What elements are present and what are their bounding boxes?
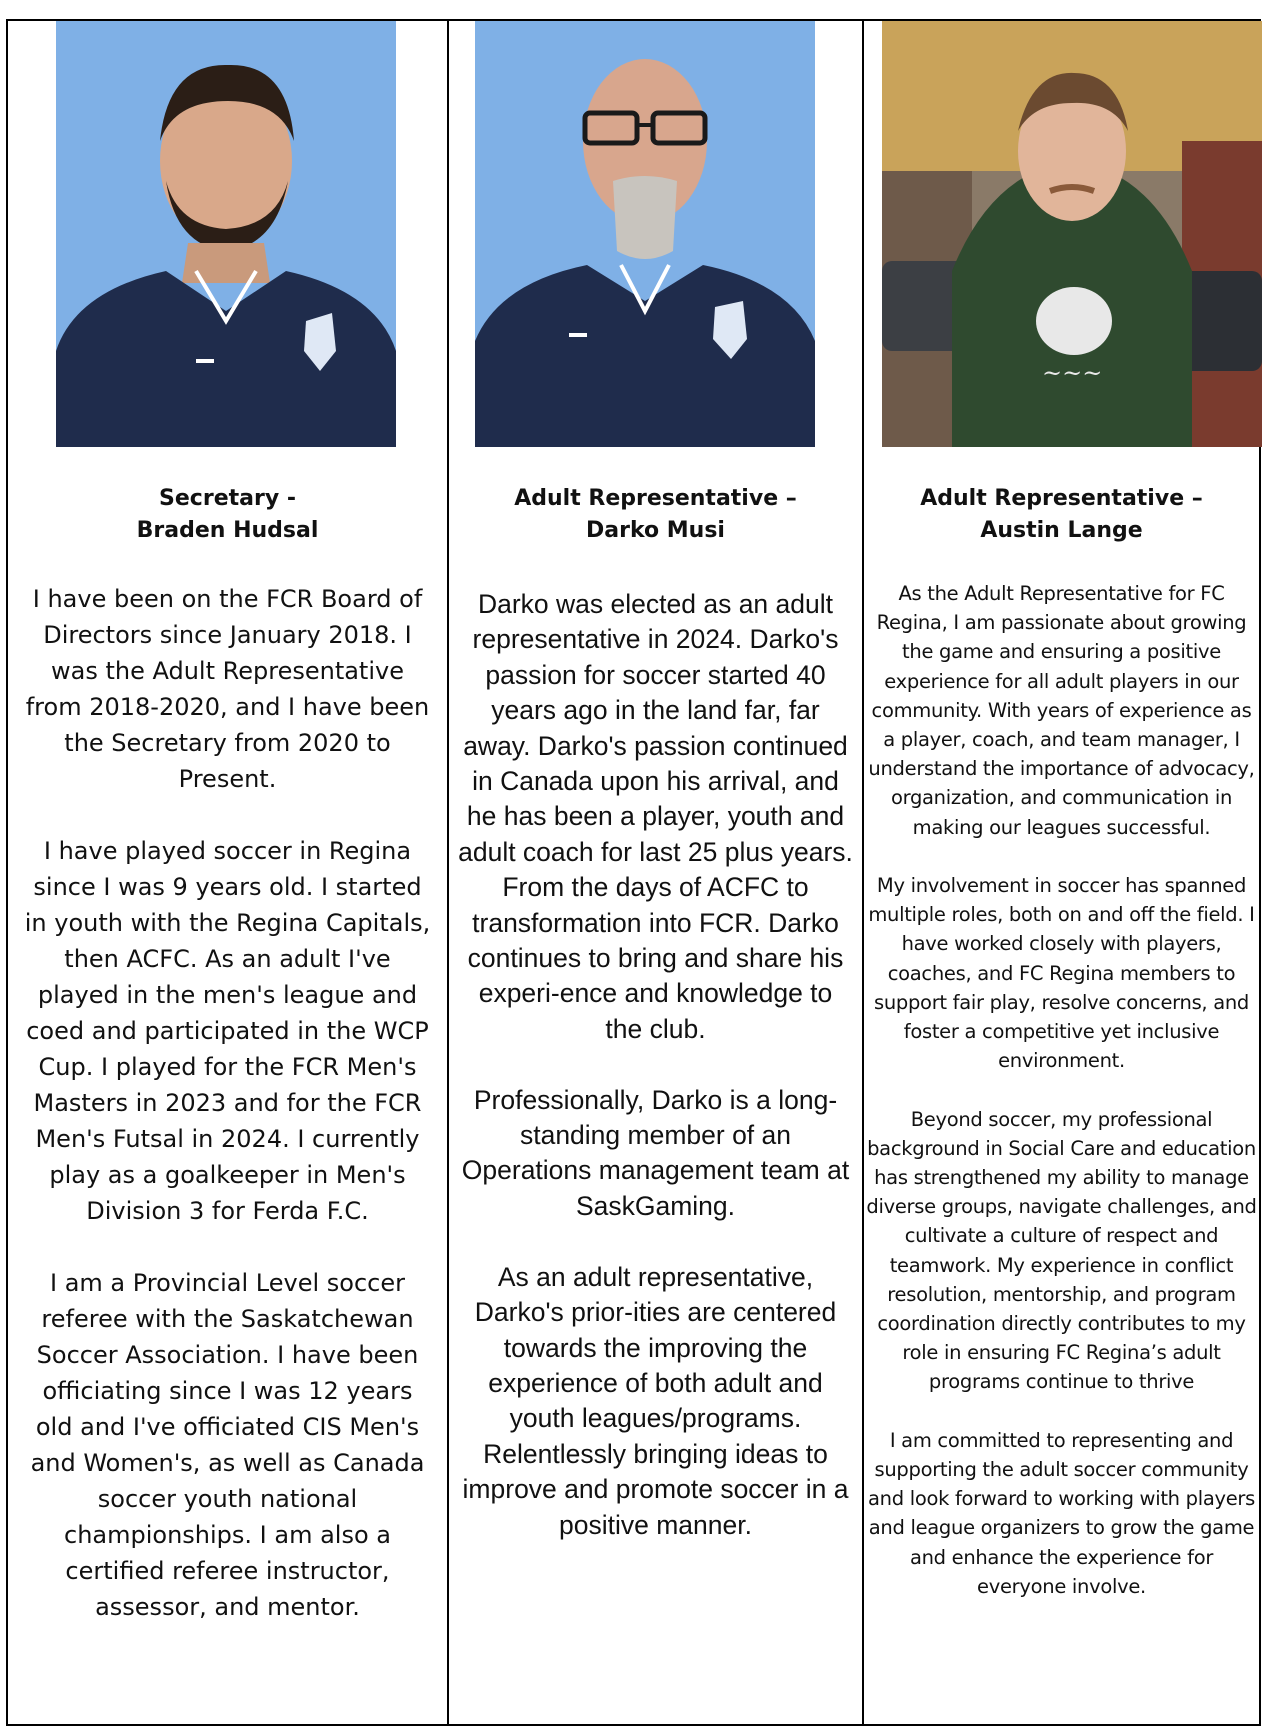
bio-paragraph: Darko was elected as an adult representative in 2024. Darko's passion for soccer started 40 years ago in the land far, far away. Darko's passion continued in Canada upon his arrival, and he has been a player, youth and adult coach for last 25 plus years. From the days of ACFC to transformation into FCR. Darko continues to bring and share his experi-ence and knowledge to the club. [458,589,853,1044]
member-bio [864,579,1259,1601]
member-column-secretary [8,21,447,1724]
member-role: Adult Representative – [920,486,1203,511]
bio-paragraph: Beyond soccer, my professional background in Social Care and education has strengthened my ability to manage diverse groups, navigate challenges, and cultivate a culture of respect and teamwork. My experience in conflict resolution, mentorship, and program coordination directly contributes to my role in ensuring FC Regina’s adult programs continue to thrive [866,1107,1257,1394]
member-heading [449,483,862,547]
member-role: Adult Representative – [514,486,797,511]
bio-paragraph: I have played soccer in Regina since I was 9 years old. I started in youth with the Regina Capitals, then ACFC. As an adult I've played in the men's league and coed and participated in the WCP Cup. I played for the FCR Men's Masters in 2023 and for the FCR Men's Futsal in 2024. I currently play as a goalkeeper in Men's Division 3 for Ferda F.C. [24,837,431,1225]
member-bio [8,581,447,1625]
member-name: Braden Hudsal [136,518,319,543]
member-column-adult-rep-darko [447,21,862,1724]
member-bio [449,587,862,1543]
bio-paragraph: My involvement in soccer has spanned multiple roles, both on and off the field. I have worked closely with players, coaches, and FC Regina members to support fair play, resolve concerns, and foster a competitive yet inclusive environment. [868,874,1255,1073]
member-column-adult-rep-austin [862,21,1259,1724]
member-photo-secretary [56,21,396,447]
member-heading [864,483,1259,547]
portrait-photo-icon [56,21,396,447]
bio-paragraph: I am committed to representing and supporting the adult soccer community and look forward to working with players and league organizers to grow the game and enhance the experience for everyone involve. [868,1428,1255,1598]
bio-paragraph: I am a Provincial Level soccer referee with the Saskatchewan Soccer Association. I have been officiating since I was 12 years old and I've officiated CIS Men's and Women's, as well as Canada soccer youth national championships. I am also a certified referee instructor, assessor, and mentor. [30,1269,425,1621]
board-members-table [6,19,1261,1726]
member-name: Austin Lange [980,518,1143,543]
member-role: Secretary - [159,486,296,511]
bio-paragraph: As an adult representative, Darko's prior-ities are centered towards the improving the experience of both adult and youth leagues/programs. Relentlessly bringing ideas to improve and promote soccer in a positive manner. [462,1261,849,1540]
member-name: Darko Musi [586,518,725,543]
svg-text:~~~: ~~~ [1042,359,1103,387]
portrait-photo-icon [882,21,1262,447]
member-heading [8,483,447,547]
portrait-photo-icon [475,21,815,447]
bio-paragraph: I have been on the FCR Board of Directors since January 2018. I was the Adult Representative from 2018-2020, and I have been the Secretary from 2020 to Present. [25,585,430,793]
member-photo-adult-rep-austin [882,21,1262,447]
bio-paragraph: As the Adult Representative for FC Regina, I am passionate about growing the game and ensuring a positive experience for all adult players in our community. With years of experience as a player, coach, and team manager, I understand the importance of advocacy, organization, and communication in making our leagues successful. [868,582,1255,839]
member-photo-adult-rep-darko [475,21,815,447]
bio-paragraph: Professionally, Darko is a long-standing member of an Operations management team at SaskGaming. [461,1084,850,1221]
